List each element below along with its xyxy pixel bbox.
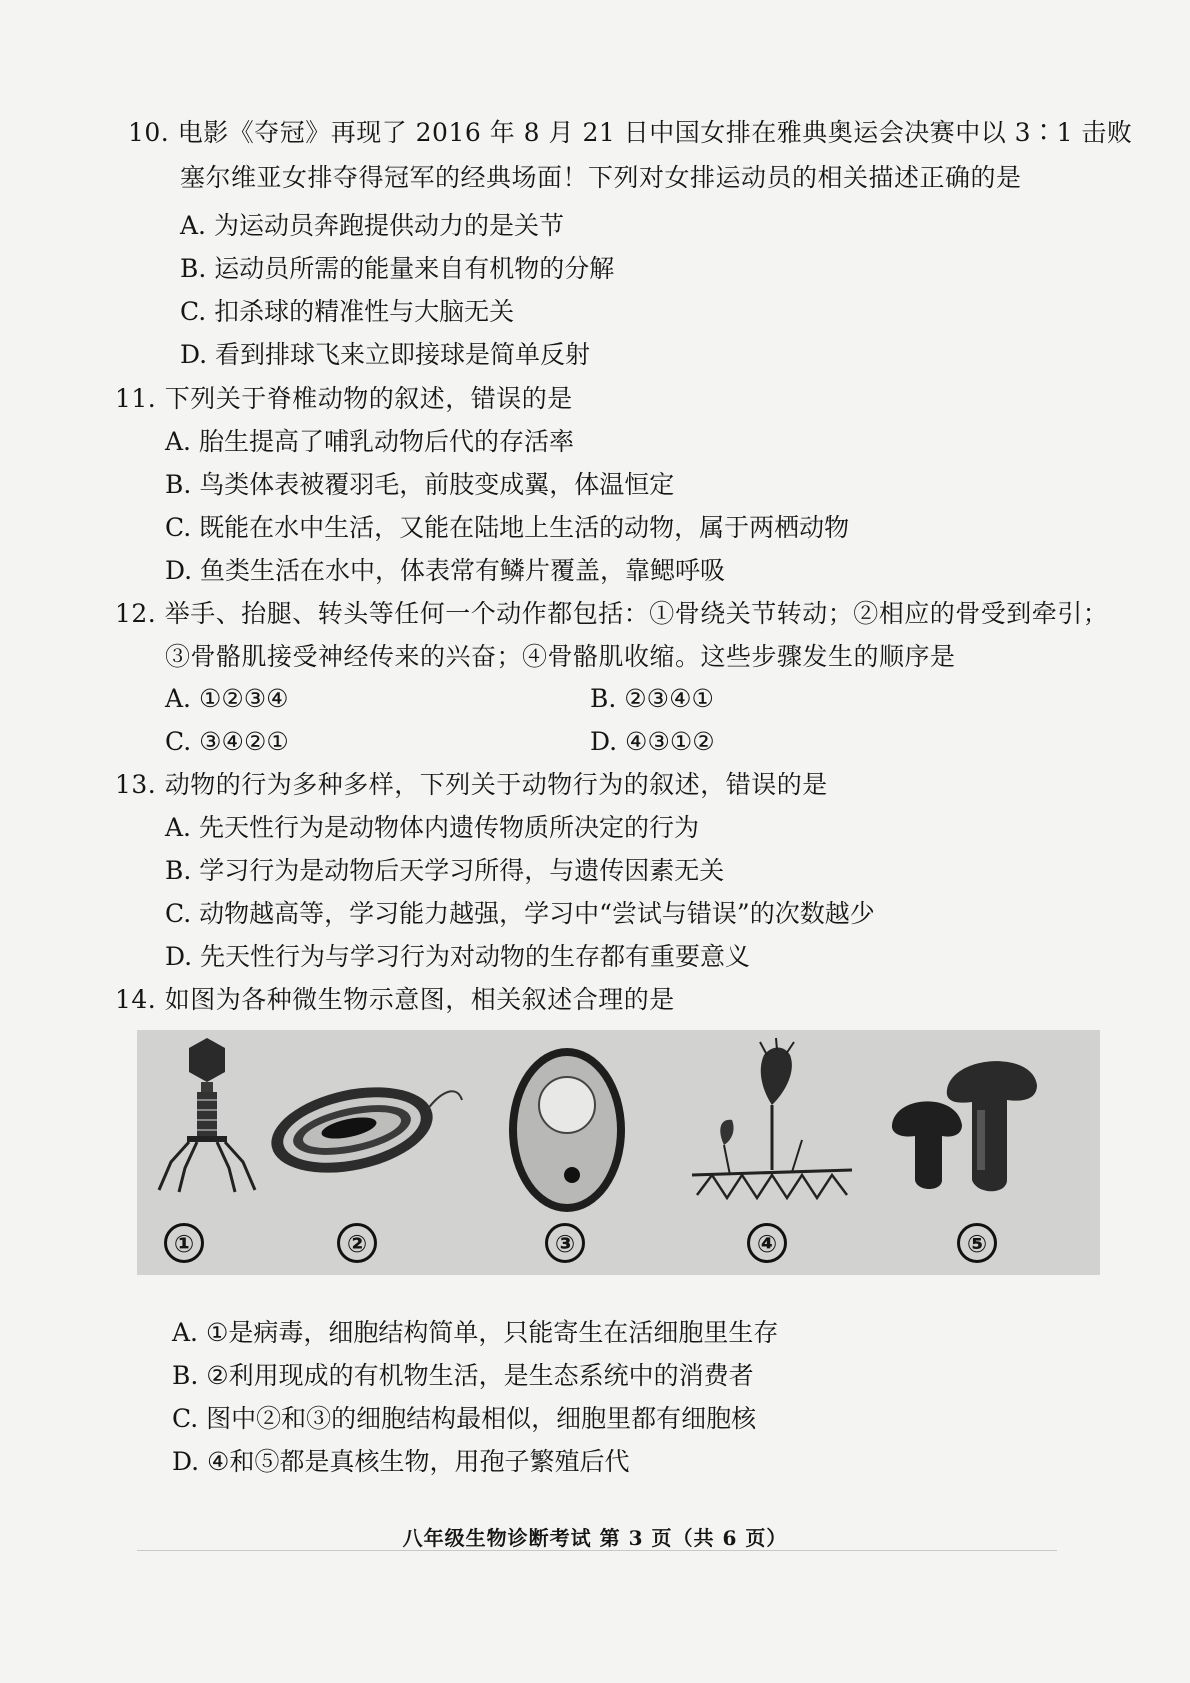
mushroom-illustration xyxy=(887,1030,1067,1220)
question-11-stem: 11. 下列关于脊椎动物的叙述，错误的是 xyxy=(115,384,573,413)
question-10-option-d: D. 看到排球飞来立即接球是简单反射 xyxy=(180,340,591,369)
question-14-option-d: D. ④和⑤都是真核生物，用孢子繁殖后代 xyxy=(172,1447,630,1476)
figure-label-4: ④ xyxy=(747,1223,787,1263)
question-13-option-d: D. 先天性行为与学习行为对动物的生存都有重要意义 xyxy=(165,942,751,971)
footer-rule xyxy=(137,1550,1057,1551)
question-11-option-b: B. 鸟类体表被覆羽毛，前肢变成翼，体温恒定 xyxy=(165,470,675,499)
mold-illustration xyxy=(672,1030,862,1220)
figure-label-5: ⑤ xyxy=(957,1223,997,1263)
question-12-stem-line-1: 12. 举手、抬腿、转头等任何一个动作都包括：①骨绕关节转动；②相应的骨受到牵引； xyxy=(115,599,1109,628)
question-12-option-a: A. ①②③④ xyxy=(165,684,289,713)
question-10-option-c: C. 扣杀球的精准性与大脑无关 xyxy=(180,297,515,326)
question-12-option-d: D. ④③①② xyxy=(590,727,715,756)
figure-item-5 xyxy=(887,1030,1067,1275)
figure-label-1: ① xyxy=(164,1223,204,1263)
bacterium-illustration xyxy=(257,1030,467,1220)
question-10-stem-line-1: 10. 电影《夺冠》再现了 2016 年 8 月 21 日中国女排在雅典奥运会决赛中以 3∶1 击败 xyxy=(128,118,1133,147)
figure-item-3 xyxy=(497,1030,647,1275)
figure-label-2: ② xyxy=(337,1223,377,1263)
question-10-stem-line-2: 塞尔维亚女排夺得冠军的经典场面！下列对女排运动员的相关描述正确的是 xyxy=(180,163,1022,192)
question-10-option-b: B. 运动员所需的能量来自有机物的分解 xyxy=(180,254,615,283)
question-13-option-a: A. 先天性行为是动物体内遗传物质所决定的行为 xyxy=(165,813,699,842)
question-13-stem: 13. 动物的行为多种多样，下列关于动物行为的叙述，错误的是 xyxy=(115,770,828,799)
question-14-option-b: B. ②利用现成的有机物生活，是生态系统中的消费者 xyxy=(172,1361,754,1390)
question-13-option-b: B. 学习行为是动物后天学习所得，与遗传因素无关 xyxy=(165,856,725,885)
question-12-stem-line-2: ③骨骼肌接受神经传来的兴奋；④骨骼肌收缩。这些步骤发生的顺序是 xyxy=(165,642,956,671)
question-11-option-a: A. 胎生提高了哺乳动物后代的存活率 xyxy=(165,427,574,456)
question-13-option-c: C. 动物越高等，学习能力越强，学习中“尝试与错误”的次数越少 xyxy=(165,899,875,928)
question-14-option-c: C. 图中②和③的细胞结构最相似，细胞里都有细胞核 xyxy=(172,1404,757,1433)
figure-item-4 xyxy=(672,1030,862,1275)
page-footer: 八年级生物诊断考试 第 3 页（共 6 页） xyxy=(402,1526,788,1550)
microorganism-figure xyxy=(137,1030,1100,1275)
question-12-option-c: C. ③④②① xyxy=(165,727,289,756)
question-11-option-c: C. 既能在水中生活，又能在陆地上生活的动物，属于两栖动物 xyxy=(165,513,850,542)
yeast-cell-illustration xyxy=(497,1030,647,1220)
question-14-option-a: A. ①是病毒，细胞结构简单，只能寄生在活细胞里生存 xyxy=(172,1318,779,1347)
question-11-option-d: D. 鱼类生活在水中，体表常有鳞片覆盖，靠鳃呼吸 xyxy=(165,556,726,585)
question-14-stem: 14. 如图为各种微生物示意图，相关叙述合理的是 xyxy=(115,985,675,1014)
figure-item-2 xyxy=(257,1030,467,1275)
question-12-option-b: B. ②③④① xyxy=(590,684,714,713)
question-10-option-a: A. 为运动员奔跑提供动力的是关节 xyxy=(180,211,564,240)
figure-label-3: ③ xyxy=(545,1223,585,1263)
